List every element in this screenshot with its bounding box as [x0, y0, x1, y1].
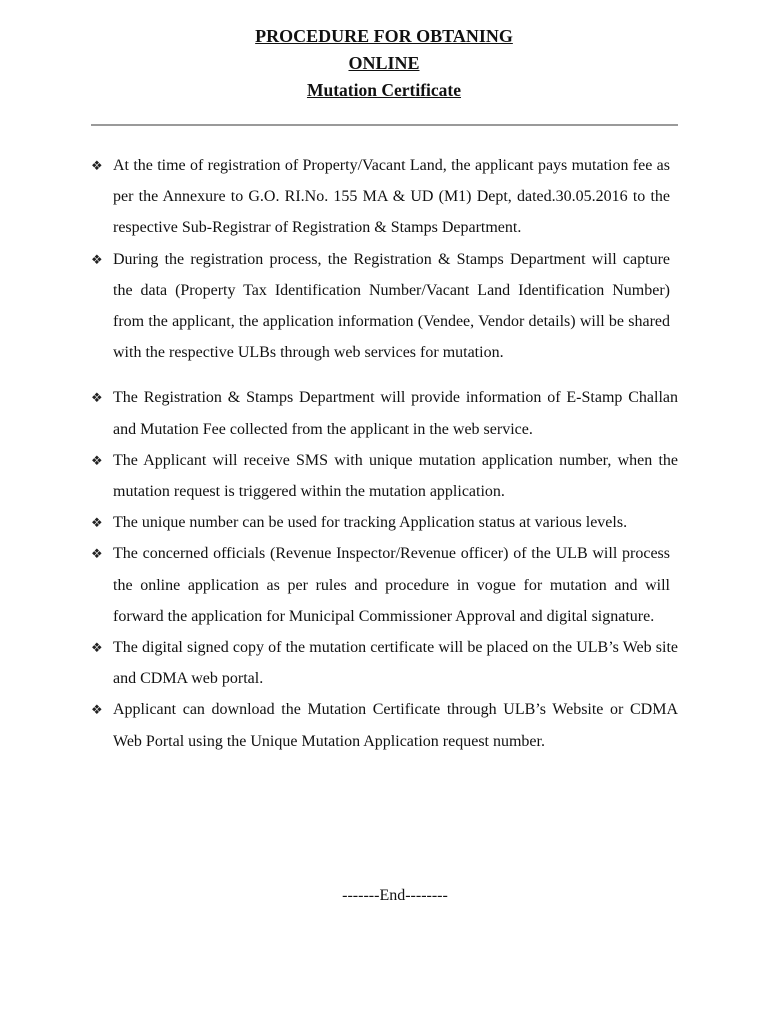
diamond-bullet-icon: ❖	[91, 390, 103, 406]
diamond-bullet-icon: ❖	[91, 158, 103, 173]
list-item-text: The Registration & Stamps Department will provide information of E-Stamp Challan and Mutation Fee collected from the applicant in the web service.	[113, 389, 678, 438]
page-title-line-2: ONLINE	[348, 53, 420, 73]
list-item-text: The unique number can be used for tracking Application status at various levels.	[113, 514, 628, 532]
list-item	[91, 632, 678, 694]
diamond-bullet-icon: ❖	[91, 515, 103, 531]
list-item	[91, 445, 678, 507]
list-item	[91, 150, 670, 244]
diamond-bullet-icon: ❖	[91, 546, 103, 562]
list-item	[91, 538, 670, 632]
procedure-list	[91, 150, 678, 757]
diamond-bullet-icon: ❖	[91, 251, 103, 267]
end-marker: -------End--------	[342, 887, 448, 904]
list-item-text: During the registration process, the Registration & Stamps Department will capture the data (Property Tax Identification Number/Vacant Land Identification Number) from the applicant, the application information (Vendee, Vendor details) will be shared with the respective ULBs through web services for mutation.	[113, 250, 670, 362]
diamond-bullet-icon: ❖	[91, 702, 103, 718]
list-item-text: The Applicant will receive SMS with unique mutation application number, when the mutation request is triggered within the mutation application.	[113, 451, 678, 501]
diamond-bullet-icon: ❖	[91, 640, 103, 656]
list-item	[91, 694, 678, 756]
horizontal-divider	[91, 124, 678, 126]
list-item-text: At the time of registration of Property/Vacant Land, the applicant pays mutation fee as per the Annexure to G.O. RI.No. 155 MA & UD (M1) Dept, dated.30.05.2016 to the respective Sub-Registrar of Registration & Stamps Department.	[113, 157, 670, 237]
page-subtitle: Mutation Certificate	[306, 80, 462, 100]
list-item	[91, 244, 670, 369]
page-title-line-1: PROCEDURE FOR OBTANING	[255, 26, 513, 46]
list-item-text: Applicant can download the Mutation Certificate through ULB’s Website or CDMA Web Portal using the Unique Mutation Application request number.	[113, 701, 678, 750]
list-item-text: The concerned officials (Revenue Inspector/Revenue officer) of the ULB will process the online application as per rules and procedure in vogue for mutation and will forward the application for Municipal Commissioner Approval and digital signature.	[113, 545, 670, 625]
diamond-bullet-icon: ❖	[91, 452, 103, 468]
list-item-text: The digital signed copy of the mutation certificate will be placed on the ULB’s Web site and CDMA web portal.	[113, 639, 678, 688]
list-item	[91, 382, 678, 444]
list-item	[91, 507, 678, 538]
